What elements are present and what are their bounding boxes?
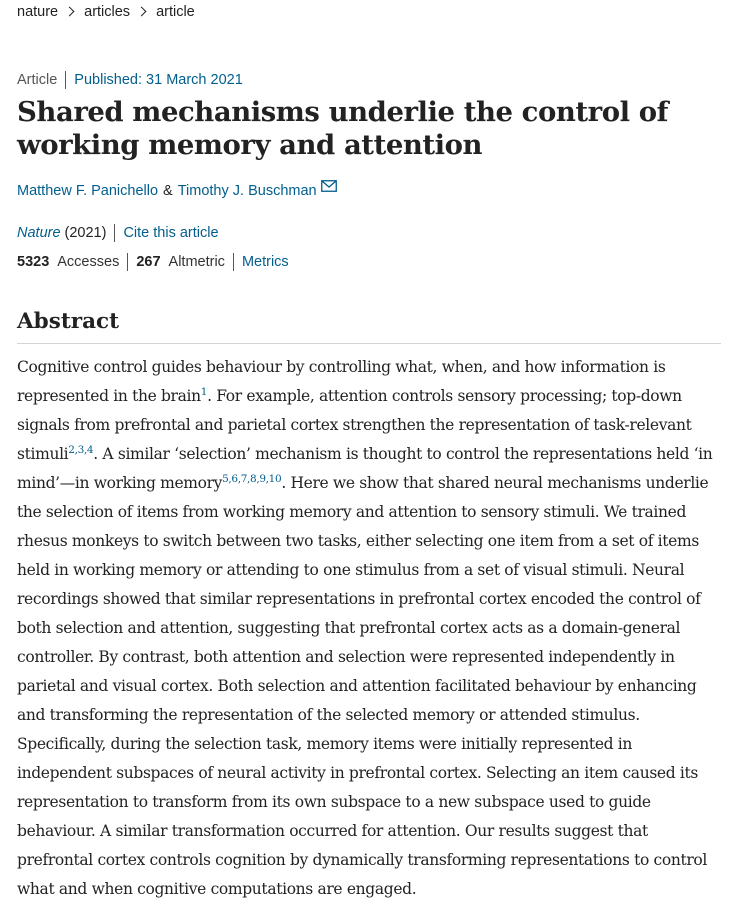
mail-icon[interactable]	[321, 180, 337, 196]
abstract-segment: Cognitive control guides behaviour by controlling what, when, and how information is represented in the brain	[17, 358, 666, 405]
abstract-segment: . For example, attention controls sensory processing; top-down signals from prefrontal and parietal cortex strengthen the representation of task-relevant stimuli	[17, 387, 692, 463]
chevron-right-icon	[137, 6, 147, 16]
journal-year: (2021)	[64, 225, 107, 241]
article-metrics	[17, 253, 289, 271]
divider	[65, 71, 66, 89]
journal-info	[17, 224, 219, 242]
section-divider	[17, 343, 721, 344]
reference-link[interactable]: 1	[200, 385, 208, 398]
author-link-buschman[interactable]: Timothy J. Buschman	[177, 183, 317, 199]
breadcrumb-articles[interactable]: articles	[84, 4, 131, 20]
cite-article-link[interactable]: Cite this article	[123, 225, 219, 241]
article-meta	[17, 71, 243, 89]
altmetric-label: Altmetric	[168, 254, 225, 270]
breadcrumb-nature[interactable]: nature	[17, 4, 59, 20]
accesses-count: 5323	[17, 254, 50, 270]
divider	[233, 253, 234, 271]
divider	[114, 224, 115, 242]
author-list	[17, 183, 337, 199]
divider	[127, 253, 128, 271]
metrics-link[interactable]: Metrics	[241, 254, 289, 270]
chevron-right-icon	[65, 6, 75, 16]
author-link-panichello[interactable]: Matthew F. Panichello	[17, 183, 159, 199]
breadcrumb	[17, 4, 195, 20]
abstract-heading: Abstract	[17, 309, 120, 334]
published-date-link[interactable]: Published: 31 March 2021	[74, 72, 243, 88]
article-title: Shared mechanisms underlie the control of working memory and attention	[17, 96, 668, 161]
abstract-text	[17, 353, 723, 904]
abstract-segment: . A similar ‘selection’ mechanism is thought to control the representations held ‘in mind’—in working memory	[17, 445, 713, 492]
article-type: Article	[17, 72, 58, 88]
breadcrumb-current: article	[156, 4, 195, 20]
journal-name-link[interactable]: Nature	[17, 225, 61, 241]
reference-link[interactable]: 5,6,7,8,9,10	[222, 472, 282, 485]
author-separator: &	[163, 183, 173, 199]
abstract-segment: . Here we show that shared neural mechanisms underlie the selection of items from working memory and attention to sensory stimuli. We trained rhesus monkeys to switch between two tasks, either selecting one item from a set of items held in working memory or attending to one stimulus from a set of visual stimuli. Neural recordings showed that similar representations in prefrontal cortex encoded the control of both selection and attention, suggesting that prefrontal cortex acts as a domain-general controller. By contrast, both attention and selection were represented independently in parietal and visual cortex. Both selection and attention facilitated behaviour by enhancing and transforming the representation of the selected memory or attended stimulus. Specifically, during the selection task, memory items were initially represented in independent subspaces of neural activity in prefrontal cortex. Selecting an item caused its representation to transform from its own subspace to a new subspace used to guide behaviour. A similar transformation occurred for attention. Our results suggest that prefrontal cortex controls cognition by dynamically transforming representations to control what and when cognitive computations are engaged.	[17, 474, 709, 898]
accesses-label: Accesses	[57, 254, 120, 270]
altmetric-count: 267	[136, 254, 161, 270]
reference-link[interactable]: 2,3,4	[68, 443, 94, 456]
